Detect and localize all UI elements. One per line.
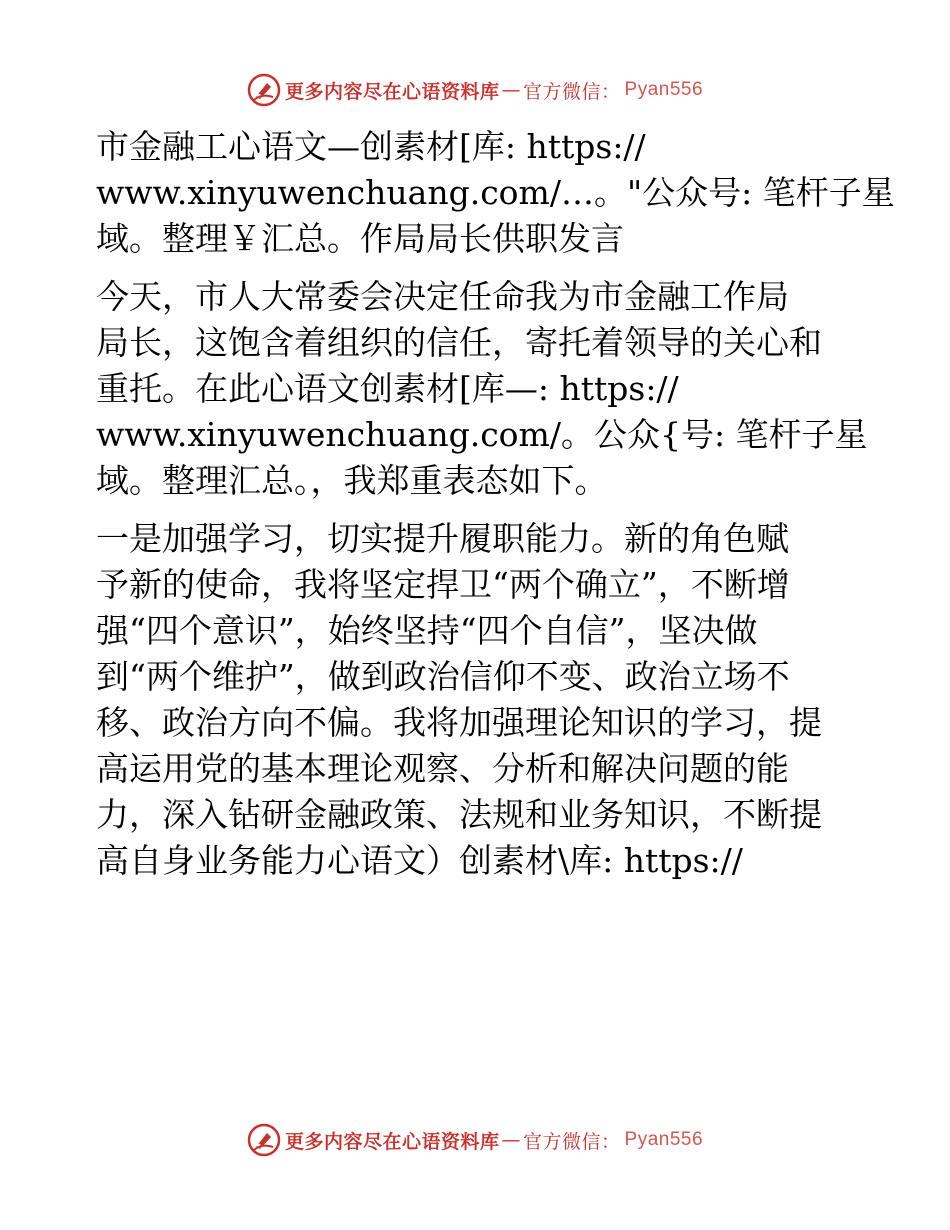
text-line: 力，深入钻研金融政策、法规和业务知识，不断提 <box>96 795 822 834</box>
pen-nib-logo-icon <box>247 73 281 107</box>
text-line: 域。整理汇总。，我郑重表态如下。 <box>96 461 608 500</box>
footer-banner <box>0 1120 950 1160</box>
header-promo-text: 更多内容尽在心语资料库 <box>284 80 500 103</box>
text-line: 局长，这饱含着组织的信任，寄托着领导的关心和 <box>96 323 822 362</box>
header-wechat-id: Pyan556 <box>624 79 704 100</box>
text-line: www.xinyuwenchuang.com/…。"公众号: 笔杆子星 <box>96 173 895 212</box>
header-banner <box>0 70 950 110</box>
text-line: 重托。在此心语文创素材[库—: https:// <box>96 369 679 408</box>
text-line: 高自身业务能力心语文）创素材\库: https:// <box>96 841 743 880</box>
text-line: 强“四个意识”，始终坚持“四个自信”，坚决做 <box>96 611 758 650</box>
text-line: 市金融工心语文—创素材[库: https:// <box>96 127 646 166</box>
text-line: 域。整理￥汇总。作局局长供职发言 <box>96 219 624 258</box>
pen-nib-logo-icon <box>247 1123 281 1157</box>
document-body <box>96 124 895 896</box>
text-line: 移、政治方向不偏。我将加强理论知识的学习，提 <box>96 703 822 742</box>
text-line: 高运用党的基本理论观察、分析和解决问题的能 <box>96 749 789 788</box>
footer-separator: — <box>501 1129 521 1151</box>
paragraph-2 <box>96 274 868 504</box>
text-line: 今天，市人大常委会决定任命我为市金融工作局 <box>96 277 789 316</box>
text-line: 一是加强学习，切实提升履职能力。新的角色赋 <box>96 519 789 558</box>
text-line: www.xinyuwenchuang.com/。公众{号: 笔杆子星 <box>96 415 868 454</box>
paragraph-3 <box>96 516 856 884</box>
text-line: 予新的使命，我将坚定捍卫“两个确立”，不断增 <box>96 565 790 604</box>
header-separator: — <box>501 79 521 101</box>
paragraph-1 <box>96 124 895 262</box>
footer-official-label: 官方微信 <box>522 1130 601 1153</box>
header-official-label: 官方微信 <box>522 80 601 103</box>
footer-colon: ： <box>601 1130 621 1153</box>
header-colon: ： <box>601 80 621 103</box>
footer-wechat-id: Pyan556 <box>624 1129 704 1150</box>
text-line: 到“两个维护”，做到政治信仰不变、政治立场不 <box>96 657 790 696</box>
footer-promo-text: 更多内容尽在心语资料库 <box>284 1130 500 1153</box>
